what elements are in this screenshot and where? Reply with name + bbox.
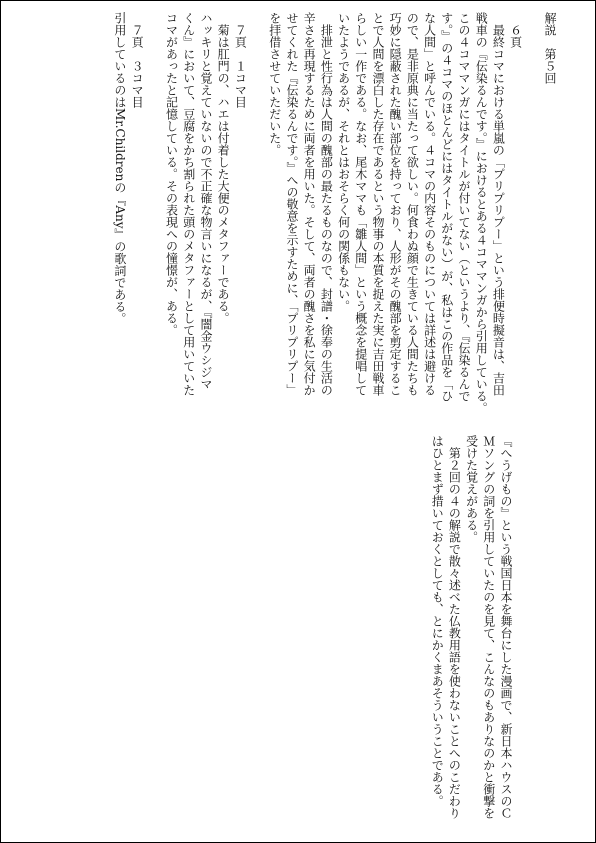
text-line: 受けた覚えがある。 [464, 435, 479, 543]
text-line: ハッキリと覚えていないので不正確な物言いになるが、『闇金ウシジマ [198, 12, 213, 390]
text-line [524, 12, 541, 427]
text-line: 『へうげもの』という戦国日本を舞台にした漫画で、新日本ハウスのＣ [499, 435, 513, 819]
text-line: 解説 第５回 [543, 12, 557, 84]
text-line: くん』において、豆腐をかち割られた頭のメタファーとして用いていた [181, 12, 196, 396]
text-line: 引用しているのはMr.Childrenの『Any』の歌詞である。 [112, 12, 127, 325]
text-line: な人間」と呼んでいる。４コマの内容そのものについては詳述は避ける [422, 12, 437, 396]
text-line: はひとまず措いておくとしても、とにかくまあそういうことである。 [430, 435, 445, 807]
lower-text-block [428, 435, 514, 830]
text-line: を拝借させていただいた。 [267, 12, 282, 156]
text-line [248, 12, 265, 427]
text-line [145, 12, 162, 427]
text-line: とで人間を漂白した存在であるという物事の本質を捉えた実に吉田戦車 [370, 12, 385, 396]
text-line: コマがあったと記憶している。その表現への憧憬が、ある。 [164, 12, 179, 336]
text-line: いたようであるが、それとはおそらく何の関係もない。 [336, 12, 351, 312]
text-line: せてくれた『伝染るんです。』への敬意を示すために、「プリプリプー」 [284, 12, 299, 396]
text-line: ７頁 １コマ目 [233, 12, 248, 108]
text-line: 排泄と性行為は人間の醜部の最たるものなので、封譜・徐奉の生活の [319, 12, 334, 396]
text-line: らしい一作である。なお、尾木ママも「雛人間」という概念を提唱して [353, 12, 368, 396]
text-line: 巧妙に隠蔽された醜い部位を持っており、人形がその醜部を剪定するこ [388, 12, 403, 396]
text-line: 最終コマにおける単嵐の「プリプリプー」という排便時擬音は、吉田 [491, 12, 506, 396]
text-line: 第２回の４の解説で散々述べた仏教用語を使わないことへのこだわり [447, 435, 462, 819]
upper-text-block [111, 12, 558, 427]
text-line: ７頁 ３コマ目 [130, 12, 145, 108]
text-line: 戦車の『伝染るんです。』におけるとある４コママンガから引用している。 [474, 12, 489, 414]
text-line: す。』の４コマのほとんどにはタイトルがない）が、私はこの作品を「ひ [439, 12, 454, 402]
text-line: ので、是非原典に当たって欲しい。何食わぬ顔で生きている人間たちも [405, 12, 420, 396]
text-line: 辛さを再現するために両者を用いた。そして、両者の醜さを私に気付か [302, 12, 317, 396]
text-line: 菊は肛門の、ハエは付着した大便のメタファーである。 [216, 12, 231, 324]
text-line: この４コママンガにはタイトルが付いてない（というより、『伝染るんで [456, 12, 471, 402]
text-line: ６頁 [508, 12, 523, 48]
text-line: Ｍソングの詞を引用していたのを見て、こんなのもありなのかと衝撃を [481, 435, 496, 819]
